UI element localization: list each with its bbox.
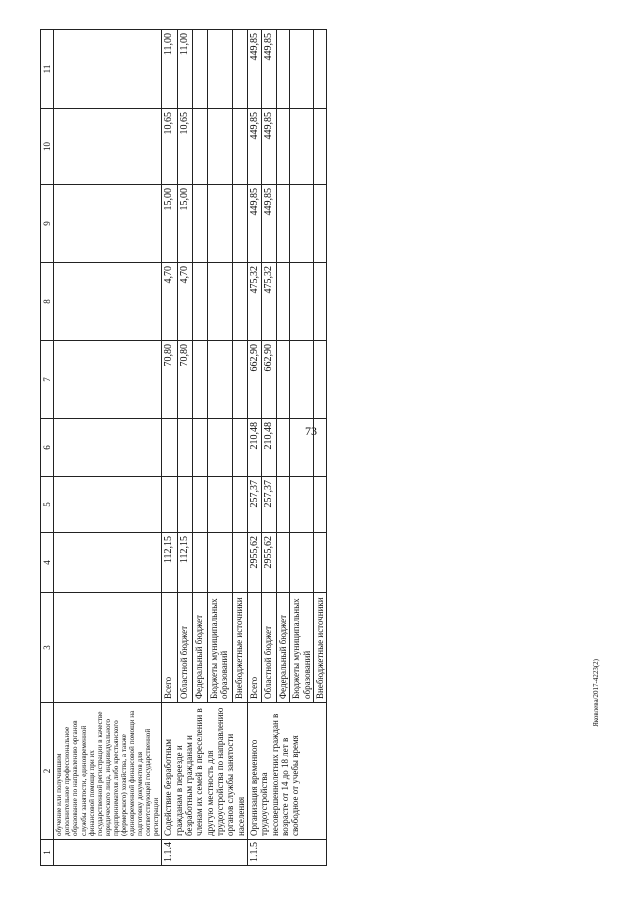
cell-value: 70,80 bbox=[162, 341, 178, 419]
col-header: 9 bbox=[41, 185, 54, 263]
cell-value: 70,80 bbox=[177, 341, 193, 419]
cell-value bbox=[313, 185, 326, 263]
cell-value bbox=[193, 185, 207, 263]
cell-value bbox=[276, 419, 289, 477]
cell-value bbox=[193, 109, 207, 185]
cell-value bbox=[207, 419, 233, 477]
cell-value: 475,32 bbox=[262, 263, 277, 341]
cell-value bbox=[207, 109, 233, 185]
cell-value bbox=[233, 341, 247, 419]
cell-value bbox=[313, 263, 326, 341]
cell-value bbox=[233, 109, 247, 185]
cell-source: Областной бюджет bbox=[262, 593, 277, 703]
cell-value: 2955,62 bbox=[247, 533, 262, 593]
cell-name: Организация временного трудоустройства несовершеннолетних граждан в возрасте от 14 до 18 лет в свободное от учебы время bbox=[247, 703, 326, 840]
continuation-row bbox=[54, 30, 162, 866]
cell-source: Бюджеты муниципальных образований bbox=[207, 593, 233, 703]
cell-value: 4,70 bbox=[177, 263, 193, 341]
cell-value bbox=[193, 30, 207, 109]
cell-value bbox=[276, 341, 289, 419]
table-body bbox=[54, 30, 327, 866]
cell-num: 1.1.4 bbox=[162, 840, 248, 866]
cell-value bbox=[290, 419, 314, 477]
cell-value bbox=[276, 477, 289, 533]
cell bbox=[54, 263, 162, 341]
col-header: 3 bbox=[41, 593, 54, 703]
cell-value bbox=[193, 477, 207, 533]
cell-value bbox=[313, 109, 326, 185]
cell-value bbox=[290, 263, 314, 341]
col-header: 7 bbox=[41, 341, 54, 419]
cell-source: Внебюджетные источники bbox=[313, 593, 326, 703]
cell-value bbox=[276, 263, 289, 341]
cell-value bbox=[207, 477, 233, 533]
rotated-sheet bbox=[40, 30, 622, 866]
col-header: 10 bbox=[41, 109, 54, 185]
cell-value bbox=[313, 30, 326, 109]
cell-value bbox=[193, 533, 207, 593]
cell-name: обучение или получившим дополнительное профессиональное образование по направлению органов службы занятости, единовременной финансовой помощи при их государственной регистрации в качестве юридического лица, индивидуального предпринимателя либо крестьянского (фермерского) хозяйства, а также единовременной финансовой помощи на подготовку документов для соответствующей государственной регистрации bbox=[54, 703, 162, 840]
cell-value bbox=[162, 419, 178, 477]
cell-value: 449,85 bbox=[262, 30, 277, 109]
cell-source: Федеральный бюджет bbox=[193, 593, 207, 703]
cell-value bbox=[290, 533, 314, 593]
cell-source: Бюджеты муниципальных образований bbox=[290, 593, 314, 703]
cell bbox=[54, 533, 162, 593]
cell-value: 15,00 bbox=[177, 185, 193, 263]
cell-value: 662,90 bbox=[262, 341, 277, 419]
cell bbox=[54, 419, 162, 477]
cell-source: Областной бюджет bbox=[177, 593, 193, 703]
cell bbox=[54, 477, 162, 533]
budget-table bbox=[40, 29, 327, 866]
cell-num bbox=[54, 840, 162, 866]
cell-value: 2955,62 bbox=[262, 533, 277, 593]
cell-value: 10,65 bbox=[162, 109, 178, 185]
col-header: 8 bbox=[41, 263, 54, 341]
cell-value bbox=[276, 30, 289, 109]
cell-name: Содействие безработным гражданам в переезде и безработным гражданам и членам их семей в переселении в другую местность для трудоустройства по направлению органов службы занятости населения bbox=[162, 703, 248, 840]
cell-value bbox=[193, 263, 207, 341]
cell-value bbox=[207, 30, 233, 109]
cell-value bbox=[290, 477, 314, 533]
cell-value: 4,70 bbox=[162, 263, 178, 341]
cell-value: 662,90 bbox=[247, 341, 262, 419]
table-row bbox=[162, 30, 178, 866]
cell-value: 11,00 bbox=[177, 30, 193, 109]
cell-value: 210,48 bbox=[262, 419, 277, 477]
cell-value: 15,00 bbox=[162, 185, 178, 263]
cell-value bbox=[290, 341, 314, 419]
cell-source: Федеральный бюджет bbox=[276, 593, 289, 703]
cell-value: 449,85 bbox=[262, 109, 277, 185]
header-row bbox=[41, 30, 54, 866]
cell-value bbox=[207, 263, 233, 341]
cell-value bbox=[233, 263, 247, 341]
cell bbox=[54, 593, 162, 703]
cell-value bbox=[290, 185, 314, 263]
col-header: 4 bbox=[41, 533, 54, 593]
cell bbox=[54, 341, 162, 419]
cell-value bbox=[233, 185, 247, 263]
cell bbox=[54, 109, 162, 185]
cell-value bbox=[207, 533, 233, 593]
cell-value bbox=[313, 477, 326, 533]
cell-value: 210,48 bbox=[247, 419, 262, 477]
col-header: 11 bbox=[41, 30, 54, 109]
cell-source: Внебюджетные источники bbox=[233, 593, 247, 703]
cell-value bbox=[193, 341, 207, 419]
cell-source: Всего bbox=[162, 593, 178, 703]
col-header: 2 bbox=[41, 703, 54, 840]
cell-value: 449,85 bbox=[247, 185, 262, 263]
cell-value: 11,00 bbox=[162, 30, 178, 109]
cell-value bbox=[162, 477, 178, 533]
cell-value bbox=[313, 419, 326, 477]
cell-value bbox=[233, 419, 247, 477]
footer-code: Яковлева/2017-4223(2) bbox=[592, 659, 600, 727]
cell-value bbox=[276, 109, 289, 185]
cell-value: 257,37 bbox=[262, 477, 277, 533]
cell-value bbox=[193, 419, 207, 477]
cell-value bbox=[313, 341, 326, 419]
cell-source: Всего bbox=[247, 593, 262, 703]
cell-value: 257,37 bbox=[247, 477, 262, 533]
cell-value bbox=[290, 109, 314, 185]
cell bbox=[54, 185, 162, 263]
cell-value bbox=[177, 477, 193, 533]
table-container bbox=[40, 30, 622, 866]
col-header: 5 bbox=[41, 477, 54, 533]
cell-value: 475,32 bbox=[247, 263, 262, 341]
cell-value bbox=[177, 419, 193, 477]
cell-value bbox=[313, 533, 326, 593]
cell-num: 1.1.5 bbox=[247, 840, 326, 866]
col-header: 6 bbox=[41, 419, 54, 477]
page-number: 73 bbox=[305, 424, 317, 438]
col-header: 1 bbox=[41, 840, 54, 866]
cell bbox=[54, 30, 162, 109]
cell-value bbox=[233, 30, 247, 109]
cell-value: 112,15 bbox=[177, 533, 193, 593]
cell-value bbox=[233, 533, 247, 593]
cell-value: 449,85 bbox=[247, 109, 262, 185]
cell-value: 10,65 bbox=[177, 109, 193, 185]
cell-value bbox=[276, 185, 289, 263]
cell-value: 449,85 bbox=[247, 30, 262, 109]
cell-value bbox=[290, 30, 314, 109]
cell-value bbox=[207, 185, 233, 263]
cell-value bbox=[233, 477, 247, 533]
cell-value: 449,85 bbox=[262, 185, 277, 263]
cell-value: 112,15 bbox=[162, 533, 178, 593]
table-row bbox=[247, 30, 262, 866]
cell-value bbox=[207, 341, 233, 419]
cell-value bbox=[276, 533, 289, 593]
